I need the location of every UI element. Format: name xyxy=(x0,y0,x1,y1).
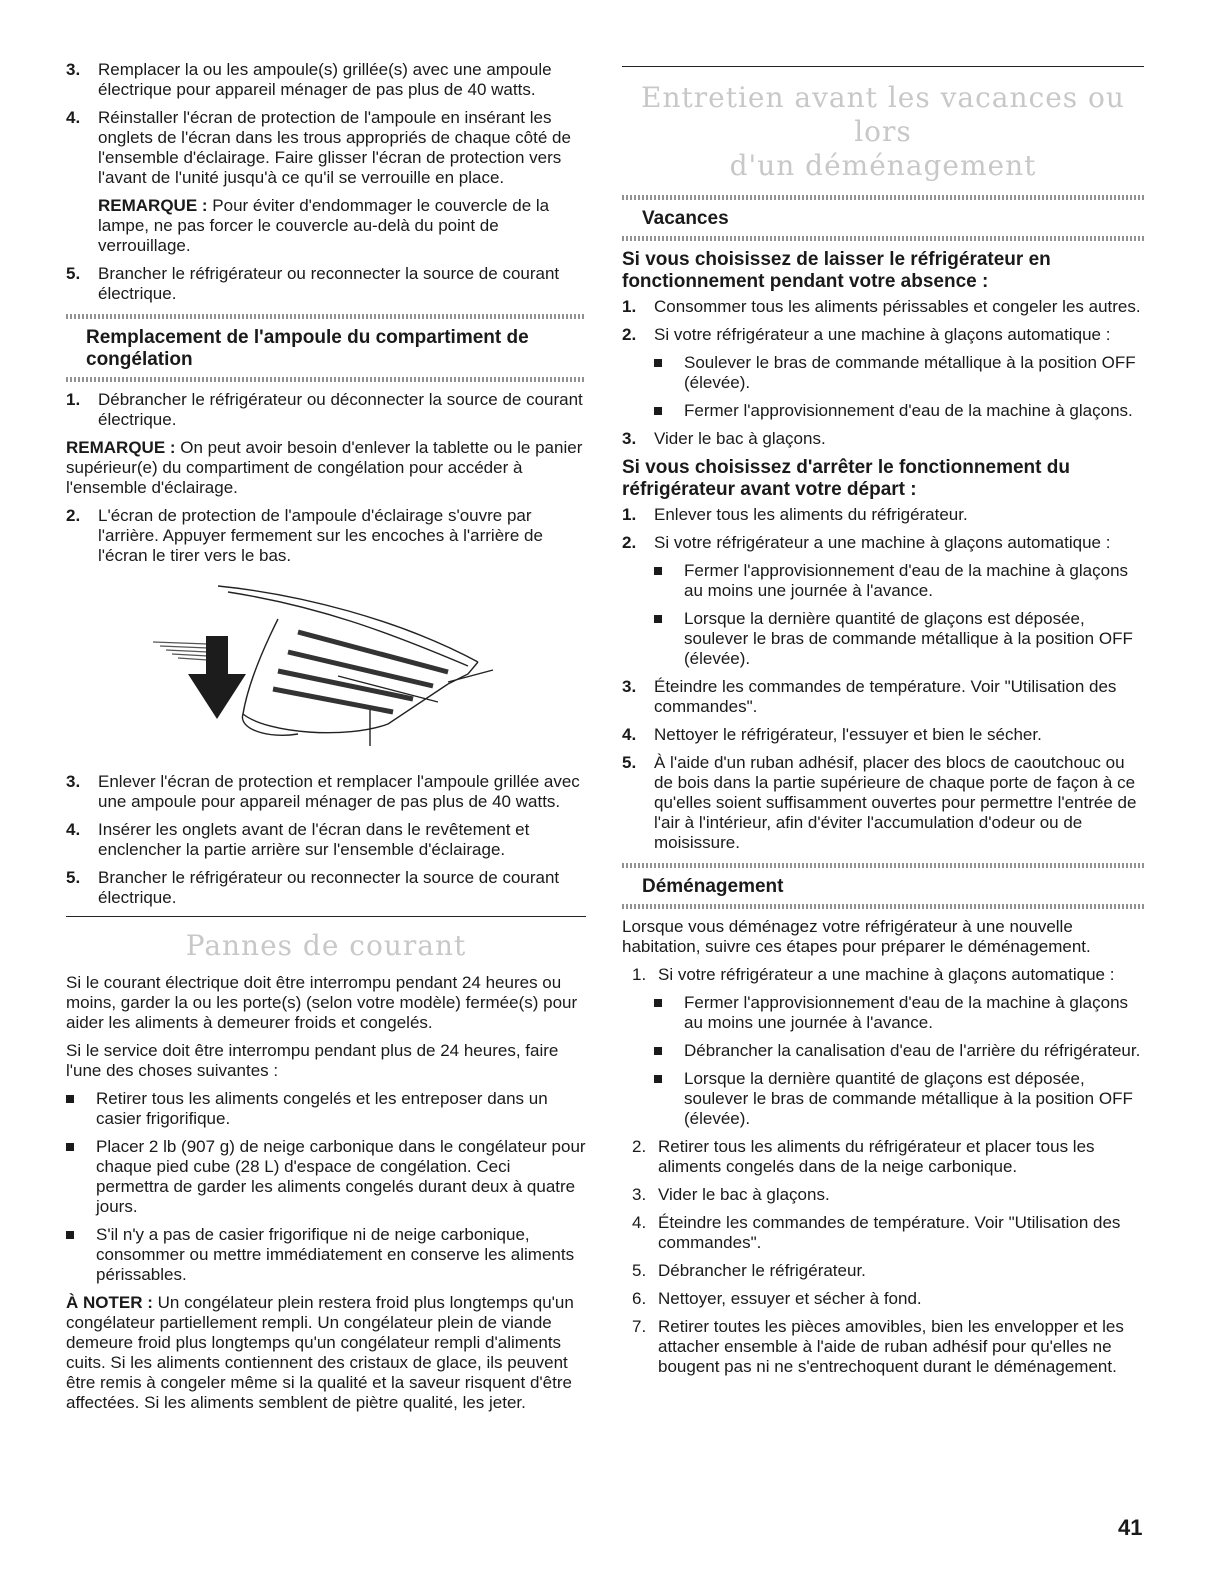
remark xyxy=(66,438,586,498)
step-number: 4. xyxy=(632,1213,647,1232)
step-text: Vider le bac à glaçons. xyxy=(654,429,826,448)
list-item xyxy=(622,505,1144,525)
list-item xyxy=(622,965,1144,985)
bullet-text: Lorsque la dernière quantité de glaçons est déposée, soulever le bras de commande métallique à la position OFF (élevée). xyxy=(684,1069,1133,1128)
step-text: L'écran de protection de l'ampoule d'éclairage s'ouvre par l'arrière. Appuyer fermement sur les encoches à l'arrière de l'écran le tirer vers le bas. xyxy=(98,506,543,565)
step-number: 5. xyxy=(622,753,637,772)
bullet-square-icon xyxy=(654,359,662,367)
remark-label: REMARQUE : xyxy=(66,438,176,457)
step-text: Retirer toutes les pièces amovibles, bien les envelopper et les attacher ensemble à l'aide de ruban adhésif pour qu'elles ne bougent pas ni ne s'entrechoquent durant le déménagement. xyxy=(658,1317,1124,1376)
step-number: 2. xyxy=(622,325,637,344)
remark xyxy=(66,196,586,256)
dotted-rule xyxy=(622,904,1144,909)
list-item xyxy=(622,533,1144,553)
list-item xyxy=(66,820,586,860)
remark-text: Pour éviter d'endommager le couvercle de la lampe, ne pas forcer le couvercle au-delà du point de verrouillage. xyxy=(98,196,550,255)
step-text: Vider le bac à glaçons. xyxy=(658,1185,830,1204)
step-number: 5. xyxy=(66,868,81,887)
step-text: Éteindre les commandes de température. Voir "Utilisation des commandes". xyxy=(654,677,1117,716)
bullet-text: Fermer l'approvisionnement d'eau de la machine à glaçons au moins une journée à l'avance. xyxy=(684,993,1129,1032)
list-item xyxy=(66,108,586,188)
step-text: Brancher le réfrigérateur ou reconnecter la source de courant électrique. xyxy=(98,264,560,303)
remark-label: REMARQUE : xyxy=(98,196,208,215)
list-item xyxy=(622,725,1144,745)
step-text: Si votre réfrigérateur a une machine à glaçons automatique : xyxy=(658,965,1115,984)
list-item xyxy=(66,60,586,100)
step-number: 4. xyxy=(622,725,637,744)
step-number: 3. xyxy=(66,60,81,79)
list-item xyxy=(622,1289,1144,1309)
dotted-rule xyxy=(622,236,1144,241)
step-text: Enlever l'écran de protection et remplacer l'ampoule grillée avec une ampoule pour appareil ménager de pas plus de 40 watts. xyxy=(98,772,580,811)
dotted-rule xyxy=(622,863,1144,868)
bullet-text: Débrancher la canalisation d'eau de l'arrière du réfrigérateur. xyxy=(684,1041,1141,1060)
bullet-item xyxy=(66,1089,586,1129)
list-item xyxy=(622,1213,1144,1253)
bullet-item xyxy=(622,609,1144,669)
step-number: 3. xyxy=(66,772,81,791)
step-number: 1. xyxy=(622,505,637,524)
bullet-item xyxy=(622,353,1144,393)
list-item xyxy=(622,325,1144,345)
step-number: 6. xyxy=(632,1289,647,1308)
subheading: Si vous choisissez de laisser le réfrigérateur en fonctionnement pendant votre absence : xyxy=(622,249,1051,292)
bullet-square-icon xyxy=(66,1143,74,1151)
paragraph: Si le service doit être interrompu pendant plus de 24 heures, faire l'une des choses suivantes : xyxy=(66,1041,559,1080)
list-item xyxy=(622,1137,1144,1177)
list-item xyxy=(66,264,586,304)
remark-text: On peut avoir besoin d'enlever la tablette ou le panier supérieur(e) du compartiment de congélation pour accéder à l'ensemble d'éclairage. xyxy=(66,438,583,497)
list-item xyxy=(622,429,1144,449)
bullet-text: Fermer l'approvisionnement d'eau de la machine à glaçons au moins une journée à l'avance. xyxy=(684,561,1129,600)
bullet-item xyxy=(622,1069,1144,1129)
step-number: 2. xyxy=(632,1137,647,1156)
left-column xyxy=(66,60,586,1421)
subheading: Si vous choisissez d'arrêter le fonctionnement du réfrigérateur avant votre départ : xyxy=(622,457,1070,500)
step-text: Éteindre les commandes de température. Voir "Utilisation des commandes". xyxy=(658,1213,1121,1252)
bullet-item xyxy=(622,1041,1144,1061)
step-text: Réinstaller l'écran de protection de l'ampoule en insérant les onglets de l'écran dans les trous appropriés de chaque côté de l'ensemble d'éclairage. Faire glisser l'écran de protection vers l'avant de l'unité jusqu'à ce qu'il se verrouille en place. xyxy=(98,108,571,187)
section-rule xyxy=(66,916,586,917)
step-number: 1. xyxy=(66,390,81,409)
dotted-rule xyxy=(622,195,1144,200)
maintenance-title xyxy=(622,81,1144,183)
step-text: Consommer tous les aliments périssables et congeler les autres. xyxy=(654,297,1141,316)
dotted-rule xyxy=(66,314,586,319)
step-number: 4. xyxy=(66,108,81,127)
step-number: 2. xyxy=(622,533,637,552)
step-text: Débrancher le réfrigérateur. xyxy=(658,1261,866,1280)
step-text: Nettoyer, essuyer et sécher à fond. xyxy=(658,1289,922,1308)
step-text: Retirer tous les aliments du réfrigérateur et placer tous les aliments congelés dans de la neige carbonique. xyxy=(658,1137,1095,1176)
section-rule xyxy=(622,66,1144,67)
title-line: Entretien avant les vacances ou lors xyxy=(641,81,1125,148)
section-heading xyxy=(66,314,586,382)
step-number: 3. xyxy=(622,677,637,696)
list-item xyxy=(66,390,586,430)
list-item xyxy=(622,1317,1144,1377)
list-item xyxy=(622,753,1144,853)
note-text: Un congélateur plein restera froid plus longtemps qu'un congélateur partiellement rempli. Un congélateur plein de viande demeure froid plus longtemps qu'un congélateur rempli d'aliments cuits. Si les aliments contiennent des cristaux de glace, ils peuvent être remis à congeler même si la qualité et la saveur risquent d'être affectées. Si les aliments semblent de piètre qualité, les jeter. xyxy=(66,1293,574,1412)
bullet-item xyxy=(66,1225,586,1285)
step-number: 5. xyxy=(632,1261,647,1280)
note-paragraph xyxy=(66,1293,586,1413)
bullet-text: Soulever le bras de commande métallique à la position OFF (élevée). xyxy=(684,353,1136,392)
bullet-square-icon xyxy=(654,1075,662,1083)
paragraph: Si le courant électrique doit être interrompu pendant 24 heures ou moins, garder la ou les porte(s) (selon votre modèle) fermée(s) pour aider les aliments à demeurer froids et congelés. xyxy=(66,973,578,1032)
step-text: Débrancher le réfrigérateur ou déconnecter la source de courant électrique. xyxy=(98,390,583,429)
list-item xyxy=(622,1261,1144,1281)
moving-heading: Déménagement xyxy=(642,876,784,897)
bullet-square-icon xyxy=(66,1231,74,1239)
bullet-square-icon xyxy=(66,1095,74,1103)
step-text: Insérer les onglets avant de l'écran dans le revêtement et enclencher la partie arrière sur l'ensemble d'éclairage. xyxy=(98,820,530,859)
bullet-text: Retirer tous les aliments congelés et les entreposer dans un casier frigorifique. xyxy=(96,1089,548,1128)
step-text: Remplacer la ou les ampoule(s) grillée(s) avec une ampoule électrique pour appareil ménager de pas plus de 40 watts. xyxy=(98,60,552,99)
step-number: 1. xyxy=(622,297,637,316)
bullet-square-icon xyxy=(654,999,662,1007)
list-item xyxy=(622,677,1144,717)
step-number: 2. xyxy=(66,506,81,525)
freezer-bulb-heading: Remplacement de l'ampoule du compartiment de congélation xyxy=(86,327,529,370)
step-text: Enlever tous les aliments du réfrigérateur. xyxy=(654,505,968,524)
dotted-rule xyxy=(66,377,586,382)
step-text: Si votre réfrigérateur a une machine à glaçons automatique : xyxy=(654,533,1111,552)
list-item xyxy=(66,506,586,566)
power-outage-title: Pannes de courant xyxy=(185,929,467,962)
title-line: d'un déménagement xyxy=(729,149,1037,182)
right-column xyxy=(622,66,1144,1385)
bullet-text: Lorsque la dernière quantité de glaçons est déposée, soulever le bras de commande métallique à la position OFF (élevée). xyxy=(684,609,1133,668)
step-text: Nettoyer le réfrigérateur, l'essuyer et bien le sécher. xyxy=(654,725,1042,744)
bullet-item xyxy=(66,1137,586,1217)
list-item xyxy=(622,297,1144,317)
list-item xyxy=(66,868,586,908)
step-number: 4. xyxy=(66,820,81,839)
light-shield-illustration xyxy=(148,574,508,754)
bullet-square-icon xyxy=(654,567,662,575)
step-number: 5. xyxy=(66,264,81,283)
list-item xyxy=(66,772,586,812)
page-number: 41 xyxy=(1118,1515,1143,1540)
bullet-text: Fermer l'approvisionnement d'eau de la machine à glaçons. xyxy=(684,401,1133,420)
list-item xyxy=(622,1185,1144,1205)
note-label: À NOTER : xyxy=(66,1293,153,1312)
bullet-item xyxy=(622,993,1144,1033)
bullet-item xyxy=(622,401,1144,421)
step-number: 7. xyxy=(632,1317,647,1336)
paragraph: Lorsque vous déménagez votre réfrigérateur à une nouvelle habitation, suivre ces étapes pour préparer le déménagement. xyxy=(622,917,1091,956)
step-text: À l'aide d'un ruban adhésif, placer des blocs de caoutchouc ou de bois dans la partie supérieure de chaque porte de façon à ce qu'elles soient suffisamment ouvertes pour permettre l'entrée de l'air à l'intérieur, afin d'éviter l'accumulation d'odeur ou de moisissure. xyxy=(654,753,1137,852)
step-number: 1. xyxy=(632,965,647,984)
step-number: 3. xyxy=(622,429,637,448)
vacation-heading: Vacances xyxy=(642,208,729,229)
section-heading xyxy=(622,195,1144,241)
bullet-square-icon xyxy=(654,407,662,415)
step-text: Brancher le réfrigérateur ou reconnecter la source de courant électrique. xyxy=(98,868,560,907)
step-number: 3. xyxy=(632,1185,647,1204)
bullet-item xyxy=(622,561,1144,601)
step-text: Si votre réfrigérateur a une machine à glaçons automatique : xyxy=(654,325,1111,344)
bullet-text: Placer 2 lb (907 g) de neige carbonique dans le congélateur pour chaque pied cube (28 L) d'espace de congélation. Ceci permettra de garder les aliments congelés durant deux à quatre jours. xyxy=(96,1137,586,1216)
bullet-square-icon xyxy=(654,1047,662,1055)
bullet-square-icon xyxy=(654,615,662,623)
section-heading xyxy=(622,863,1144,909)
bullet-text: S'il n'y a pas de casier frigorifique ni de neige carbonique, consommer ou mettre immédiatement en conserve les aliments périssables. xyxy=(96,1225,575,1284)
